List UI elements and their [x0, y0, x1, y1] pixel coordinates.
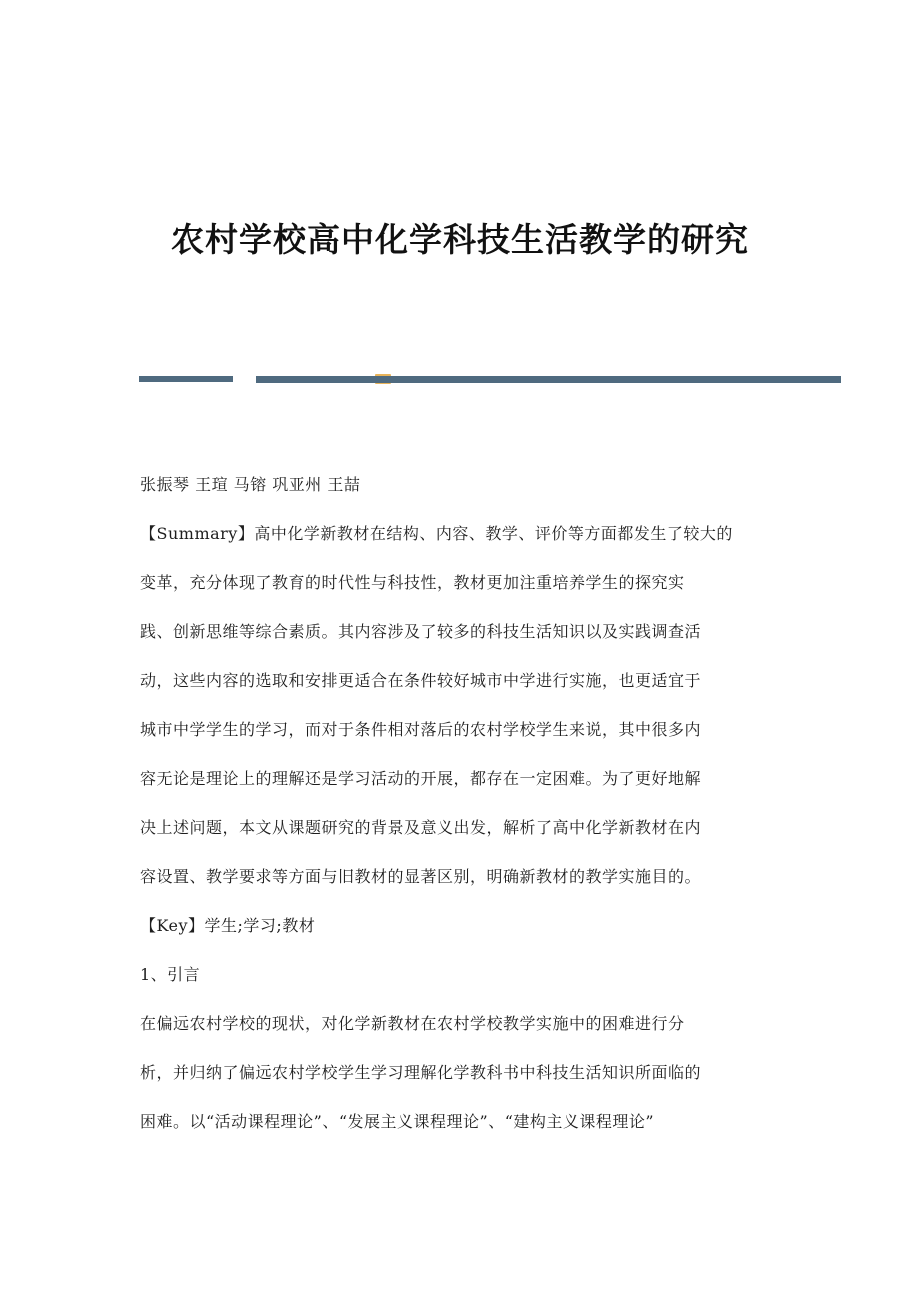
intro-line: 在偏远农村学校的现状，对化学新教材在农村学校教学实施中的困难进行分 — [140, 1014, 685, 1033]
title-divider — [139, 374, 841, 384]
divider-bar-right — [256, 376, 841, 383]
summary-line: 践、创新思维等综合素质。其内容涉及了较多的科技生活知识以及实践调查活 — [140, 622, 702, 641]
summary-line: 容无论是理论上的理解还是学习活动的开展，都存在一定困难。为了更好地解 — [140, 769, 702, 788]
summary-line: 变革，充分体现了教育的时代性与科技性，教材更加注重培养学生的探究实 — [140, 573, 685, 592]
keywords: 【Key】学生;学习;教材 — [140, 916, 316, 935]
summary-line: 决上述问题，本文从课题研究的背景及意义出发，解析了高中化学新教材在内 — [140, 818, 702, 837]
intro-paragraph — [140, 999, 780, 1146]
paper-title: 农村学校高中化学科技生活教学的研究 — [171, 220, 749, 259]
authors: 张振琴 王瑄 马镕 巩亚州 王喆 — [140, 475, 361, 494]
summary-line: 容设置、教学要求等方面与旧教材的显著区别，明确新教材的教学实施目的。 — [140, 867, 702, 886]
intro-line: 析，并归纳了偏远农村学校学生学习理解化学教科书中科技生活知识所面临的 — [140, 1063, 702, 1082]
section-heading: 1、引言 — [140, 965, 201, 984]
divider-bar-left — [139, 376, 233, 382]
paper-body — [140, 460, 780, 1146]
summary-paragraph — [140, 509, 780, 901]
summary-line: 城市中学学生的学习，而对于条件相对落后的农村学校学生来说，其中很多内 — [140, 720, 702, 739]
summary-line: 动，这些内容的选取和安排更适合在条件较好城市中学进行实施，也更适宜于 — [140, 671, 702, 690]
summary-line: 【Summary】高中化学新教材在结构、内容、教学、评价等方面都发生了较大的 — [140, 524, 733, 543]
intro-line: 困难。以“活动课程理论”、“发展主义课程理论”、“建构主义课程理论” — [140, 1112, 655, 1131]
